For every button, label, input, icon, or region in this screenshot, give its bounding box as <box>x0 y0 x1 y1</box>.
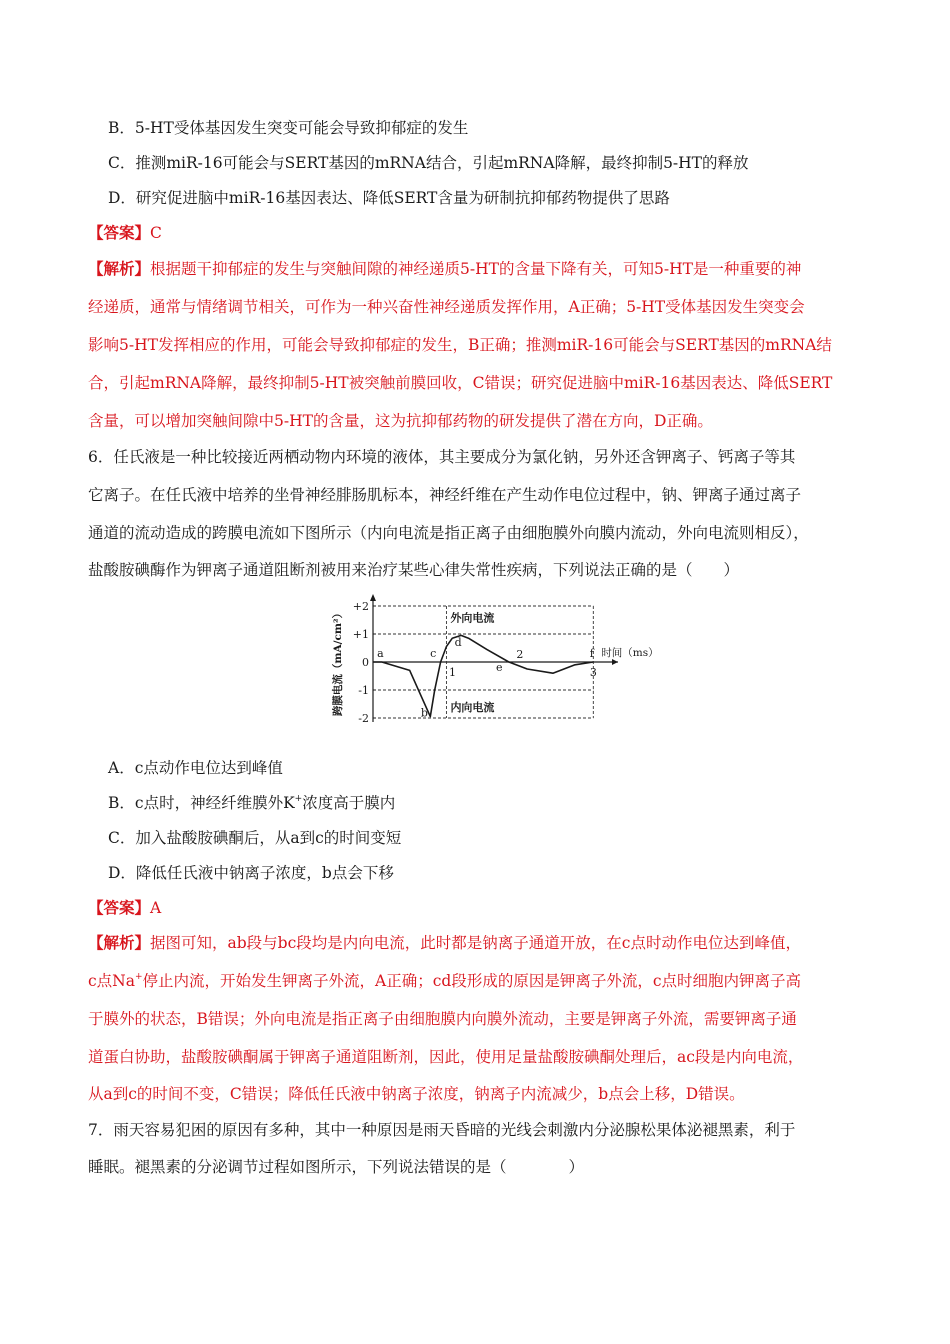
x-axis-arrow <box>612 659 618 665</box>
point-label-e: e <box>496 660 503 674</box>
point-label-f: f <box>589 646 594 660</box>
q5-option-c: C．推测miR-16可能会与SERT基因的mRNA结合，引起mRNA降解，最终抑制5-HT的释放 <box>108 154 749 172</box>
q6-stem-line-4: 盐酸胺碘酶作为钾离子通道阻断剂被用来治疗某些心律失常性疾病，下列说法正确的是（ ） <box>88 561 740 579</box>
q5-option-b: B．5-HT受体基因发生突变可能会导致抑郁症的发生 <box>108 119 469 137</box>
q6-option-a: A．c点动作电位达到峰值 <box>108 759 283 777</box>
y-tick-label: -2 <box>358 712 369 725</box>
option-b-text: B．c点时，神经纤维膜外K <box>108 794 295 812</box>
q6-analysis-line-2 <box>88 970 801 992</box>
y-axis-arrow <box>370 594 376 601</box>
q6-analysis-line-5: 从a到c的时间不变，C错误；降低任氏液中钠离子浓度，钠离子内流减少，b点会上移，D错误。 <box>88 1085 745 1103</box>
analysis-text: 据图可知，ab段与bc段均是内向电流，此时都是钠离子通道开放，在c点时动作电位达到峰值， <box>150 934 801 952</box>
q5-analysis-line-1 <box>88 258 801 280</box>
analysis-text: 根据题干抑郁症的发生与突触间隙的神经递质5-HT的含量下降有关，可知5-HT是一种重要的神 <box>150 260 802 278</box>
q7-stem-line-1: 7．雨天容易犯困的原因有多种，其中一种原因是雨天昏暗的光线会刺激内分泌腺松果体泌褪黑素，利于 <box>88 1121 796 1139</box>
point-label-d: d <box>454 635 462 649</box>
q6-analysis-line-4: 道蛋白协助，盐酸胺碘酮属于钾离子通道阻断剂，因此，使用足量盐酸胺碘酮处理后，ac段是内向电流， <box>88 1048 804 1066</box>
q5-analysis-line-5: 含量，可以增加突触间隙中5-HT的含量，这为抗抑郁药物的研发提供了潜在方向，D正确。 <box>88 412 713 430</box>
q7-stem-line-2: 睡眠。褪黑素的分泌调节过程如图所示，下列说法错误的是（ ） <box>88 1158 585 1176</box>
q5-answer <box>88 222 162 244</box>
option-b-text-end: 浓度高于膜内 <box>302 794 396 812</box>
point-label-b: b <box>420 706 428 720</box>
answer-tag: 【答案】 <box>88 223 151 242</box>
q6-stem-line-3: 通道的流动造成的跨膜电流如下图所示（内向电流是指正离子由细胞膜外向膜内流动，外向电流则相反）， <box>88 524 809 542</box>
point-label-a: a <box>377 646 384 660</box>
q6-analysis-line-3: 于膜外的状态，B错误；外向电流是指正离子由细胞膜内向膜外流动，主要是钾离子外流，需要钾离子通 <box>88 1010 797 1028</box>
y-tick-label: 0 <box>362 656 369 669</box>
q6-answer <box>88 897 161 919</box>
outward-current-label: 外向电流 <box>450 611 495 625</box>
superscript-plus: + <box>135 971 143 982</box>
q5-analysis-line-3: 影响5-HT发挥相应的作用，可能会导致抑郁症的发生，B正确；推测miR-16可能会与SERT基因的mRNA结 <box>88 336 832 354</box>
inward-current-label: 内向电流 <box>450 701 495 714</box>
q6-option-c: C．加入盐酸胺碘酮后，从a到c的时间变短 <box>108 829 402 847</box>
analysis-tag: 【解析】 <box>88 259 151 278</box>
y-axis-label: 跨膜电流（mA/cm²） <box>332 607 344 717</box>
x-tick-label: 3 <box>589 666 597 679</box>
y-tick-label: +1 <box>352 628 369 641</box>
q5-analysis-line-4: 合，引起mRNA降解，最终抑制5-HT被突触前膜回收，C错误；研究促进脑中miR-16基因表达、降低SERT <box>88 374 833 392</box>
q5-analysis-line-2: 经递质，通常与情绪调节相关，可作为一种兴奋性神经递质发挥作用，A正确；5-HT受体基因发生突变会 <box>88 298 805 316</box>
answer-value: C <box>150 224 162 242</box>
x-tick-label: 2 <box>516 648 524 661</box>
y-tick-label: -1 <box>358 684 369 697</box>
q6-option-b <box>108 792 395 814</box>
x-axis-label: 时间（ms） <box>601 647 659 659</box>
answer-value: A <box>150 899 162 917</box>
answer-tag: 【答案】 <box>88 898 151 917</box>
membrane-current-chart <box>328 592 659 725</box>
analysis-tag: 【解析】 <box>88 933 151 952</box>
q6-stem-line-1: 6．任氏液是一种比较接近两栖动物内环境的液体，其主要成分为氯化钠，另外还含钾离子、钙离子等其 <box>88 448 796 466</box>
analysis-text-end: 停止内流，开始发生钾离子外流，A正确；cd段形成的原因是钾离子外流，c点时细胞内钾离子高 <box>142 972 802 990</box>
y-tick-label: +2 <box>352 600 369 613</box>
superscript-plus: + <box>294 793 303 804</box>
q5-option-d: D．研究促进脑中miR-16基因表达、降低SERT含量为研制抗抑郁药物提供了思路 <box>108 189 670 207</box>
q6-analysis-line-1 <box>88 932 801 954</box>
x-tick-label: 1 <box>448 666 456 679</box>
analysis-text: c点Na <box>88 972 135 990</box>
q6-stem-line-2: 它离子。在任氏液中培养的坐骨神经腓肠肌标本，神经纤维在产生动作电位过程中，钠、钾离子通过离子 <box>88 486 802 504</box>
q6-option-d: D．降低任氏液中钠离子浓度，b点会下移 <box>108 864 394 882</box>
point-label-c: c <box>430 646 437 660</box>
